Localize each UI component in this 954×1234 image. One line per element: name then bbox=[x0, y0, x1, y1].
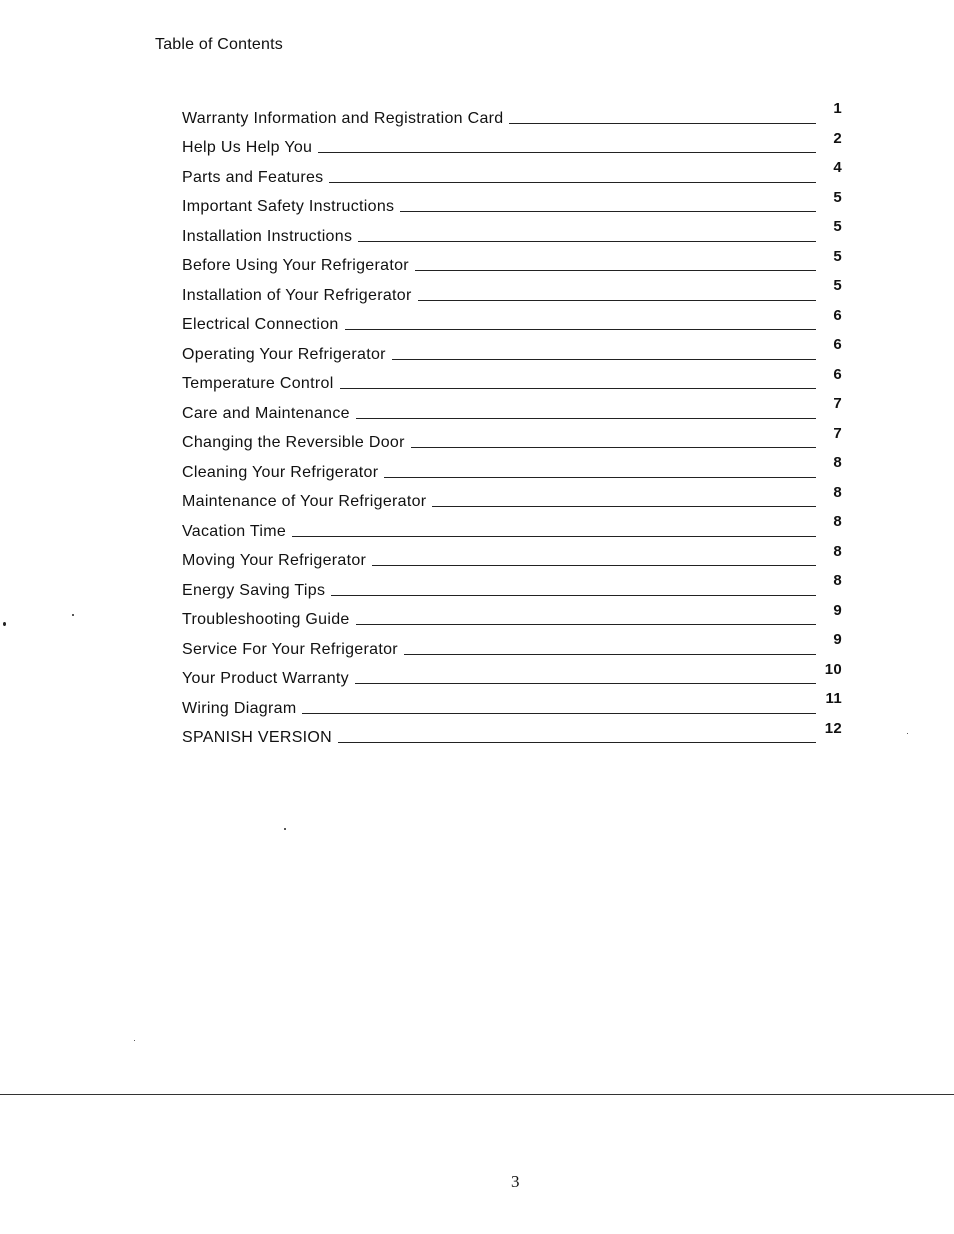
toc-entry bbox=[182, 452, 842, 482]
toc-entry bbox=[182, 511, 842, 541]
footer-divider bbox=[0, 1094, 954, 1095]
toc-entry-title: Help Us Help You bbox=[182, 139, 313, 156]
toc-entry bbox=[182, 423, 842, 453]
toc-leader-line bbox=[509, 123, 816, 124]
toc-entry-page: 6 bbox=[833, 306, 842, 324]
toc-leader-line bbox=[329, 182, 816, 183]
toc-entry bbox=[182, 718, 842, 748]
toc-leader-line bbox=[432, 506, 816, 507]
toc-leader-line bbox=[355, 683, 816, 684]
page-title: Table of Contents bbox=[155, 36, 283, 53]
toc-entry-title: Installation of Your Refrigerator bbox=[182, 286, 412, 304]
toc-entry bbox=[182, 393, 842, 423]
toc-entry-title: Temperature Control bbox=[182, 375, 334, 392]
toc-entry bbox=[182, 629, 842, 659]
toc-entry-page: 8 bbox=[833, 483, 842, 501]
toc-entry bbox=[182, 334, 842, 364]
toc-leader-line bbox=[358, 241, 816, 242]
toc-entry bbox=[182, 216, 842, 246]
toc-leader-line bbox=[400, 211, 816, 212]
toc-leader-line bbox=[418, 300, 816, 301]
toc-entry-title: Operating Your Refrigerator bbox=[182, 345, 386, 363]
toc-entry bbox=[182, 541, 842, 571]
toc-entry-page: 7 bbox=[833, 395, 842, 412]
table-of-contents bbox=[182, 98, 842, 747]
toc-entry-page: 9 bbox=[833, 631, 842, 648]
toc-entry bbox=[182, 600, 842, 630]
toc-entry-title: Care and Maintenance bbox=[182, 404, 350, 422]
toc-entry bbox=[182, 98, 842, 128]
toc-entry-title: Parts and Features bbox=[182, 168, 324, 186]
toc-entry-title: Cleaning Your Refrigerator bbox=[182, 463, 379, 481]
toc-entry-page: 6 bbox=[833, 365, 842, 383]
toc-entry-page: 2 bbox=[833, 129, 842, 147]
toc-entry bbox=[182, 482, 842, 512]
toc-leader-line bbox=[345, 329, 816, 330]
toc-entry-title: Warranty Information and Registration Card bbox=[182, 109, 504, 127]
toc-entry-title: Wiring Diagram bbox=[182, 699, 297, 717]
toc-leader-line bbox=[318, 152, 816, 153]
toc-entry-title: Moving Your Refrigerator bbox=[182, 552, 367, 569]
toc-leader-line bbox=[356, 624, 816, 625]
toc-entry bbox=[182, 688, 842, 718]
toc-entry-title: Your Product Warranty bbox=[182, 670, 349, 687]
toc-entry-title: Maintenance of Your Refrigerator bbox=[182, 493, 427, 510]
toc-entry-title: Service For Your Refrigerator bbox=[182, 640, 398, 658]
toc-entry bbox=[182, 275, 842, 305]
toc-entry bbox=[182, 187, 842, 217]
toc-entry bbox=[182, 570, 842, 600]
toc-entry-page: 8 bbox=[833, 513, 842, 530]
toc-entry-title: Changing the Reversible Door bbox=[182, 434, 405, 451]
scan-speck bbox=[72, 614, 74, 616]
toc-entry-page: 5 bbox=[833, 218, 842, 235]
toc-entry bbox=[182, 128, 842, 158]
scan-speck bbox=[284, 828, 286, 830]
toc-entry-page: 12 bbox=[824, 719, 842, 737]
toc-leader-line bbox=[415, 270, 816, 271]
toc-entry-page: 7 bbox=[833, 424, 842, 442]
toc-leader-line bbox=[372, 565, 816, 566]
scan-speck bbox=[907, 733, 908, 734]
toc-leader-line bbox=[356, 418, 816, 419]
scan-speck bbox=[134, 1040, 135, 1041]
toc-entry-title: Installation Instructions bbox=[182, 227, 353, 245]
toc-entry-title: Troubleshooting Guide bbox=[182, 611, 350, 628]
toc-entry-title: Vacation Time bbox=[182, 522, 287, 540]
toc-leader-line bbox=[411, 447, 816, 448]
toc-entry-page: 8 bbox=[833, 454, 842, 471]
toc-entry-page: 5 bbox=[833, 277, 842, 294]
toc-leader-line bbox=[340, 388, 816, 389]
toc-entry-page: 8 bbox=[833, 542, 842, 560]
toc-entry-title: Electrical Connection bbox=[182, 316, 339, 333]
toc-entry-page: 10 bbox=[824, 660, 842, 678]
toc-entry-page: 1 bbox=[833, 100, 842, 117]
toc-leader-line bbox=[331, 595, 816, 596]
toc-entry bbox=[182, 659, 842, 689]
toc-entry bbox=[182, 305, 842, 335]
toc-leader-line bbox=[384, 477, 816, 478]
toc-entry-page: 11 bbox=[825, 690, 842, 707]
toc-entry-page: 4 bbox=[833, 159, 842, 176]
toc-entry-page: 5 bbox=[833, 247, 842, 265]
toc-entry-page: 5 bbox=[833, 188, 842, 206]
toc-leader-line bbox=[292, 536, 816, 537]
toc-entry-page: 6 bbox=[833, 336, 842, 353]
toc-entry-title: Energy Saving Tips bbox=[182, 581, 326, 599]
toc-entry-page: 8 bbox=[833, 572, 842, 589]
toc-entry-title: Important Safety Instructions bbox=[182, 198, 395, 215]
toc-entry bbox=[182, 246, 842, 276]
toc-entry-title: SPANISH VERSION bbox=[182, 729, 333, 746]
page-number: 3 bbox=[511, 1172, 520, 1191]
toc-entry bbox=[182, 364, 842, 394]
toc-entry-title: Before Using Your Refrigerator bbox=[182, 257, 409, 274]
toc-leader-line bbox=[338, 742, 816, 743]
toc-leader-line bbox=[404, 654, 816, 655]
toc-leader-line bbox=[302, 713, 816, 714]
toc-entry bbox=[182, 157, 842, 187]
toc-entry-page: 9 bbox=[833, 601, 842, 619]
toc-leader-line bbox=[392, 359, 816, 360]
scan-speck bbox=[3, 622, 6, 626]
